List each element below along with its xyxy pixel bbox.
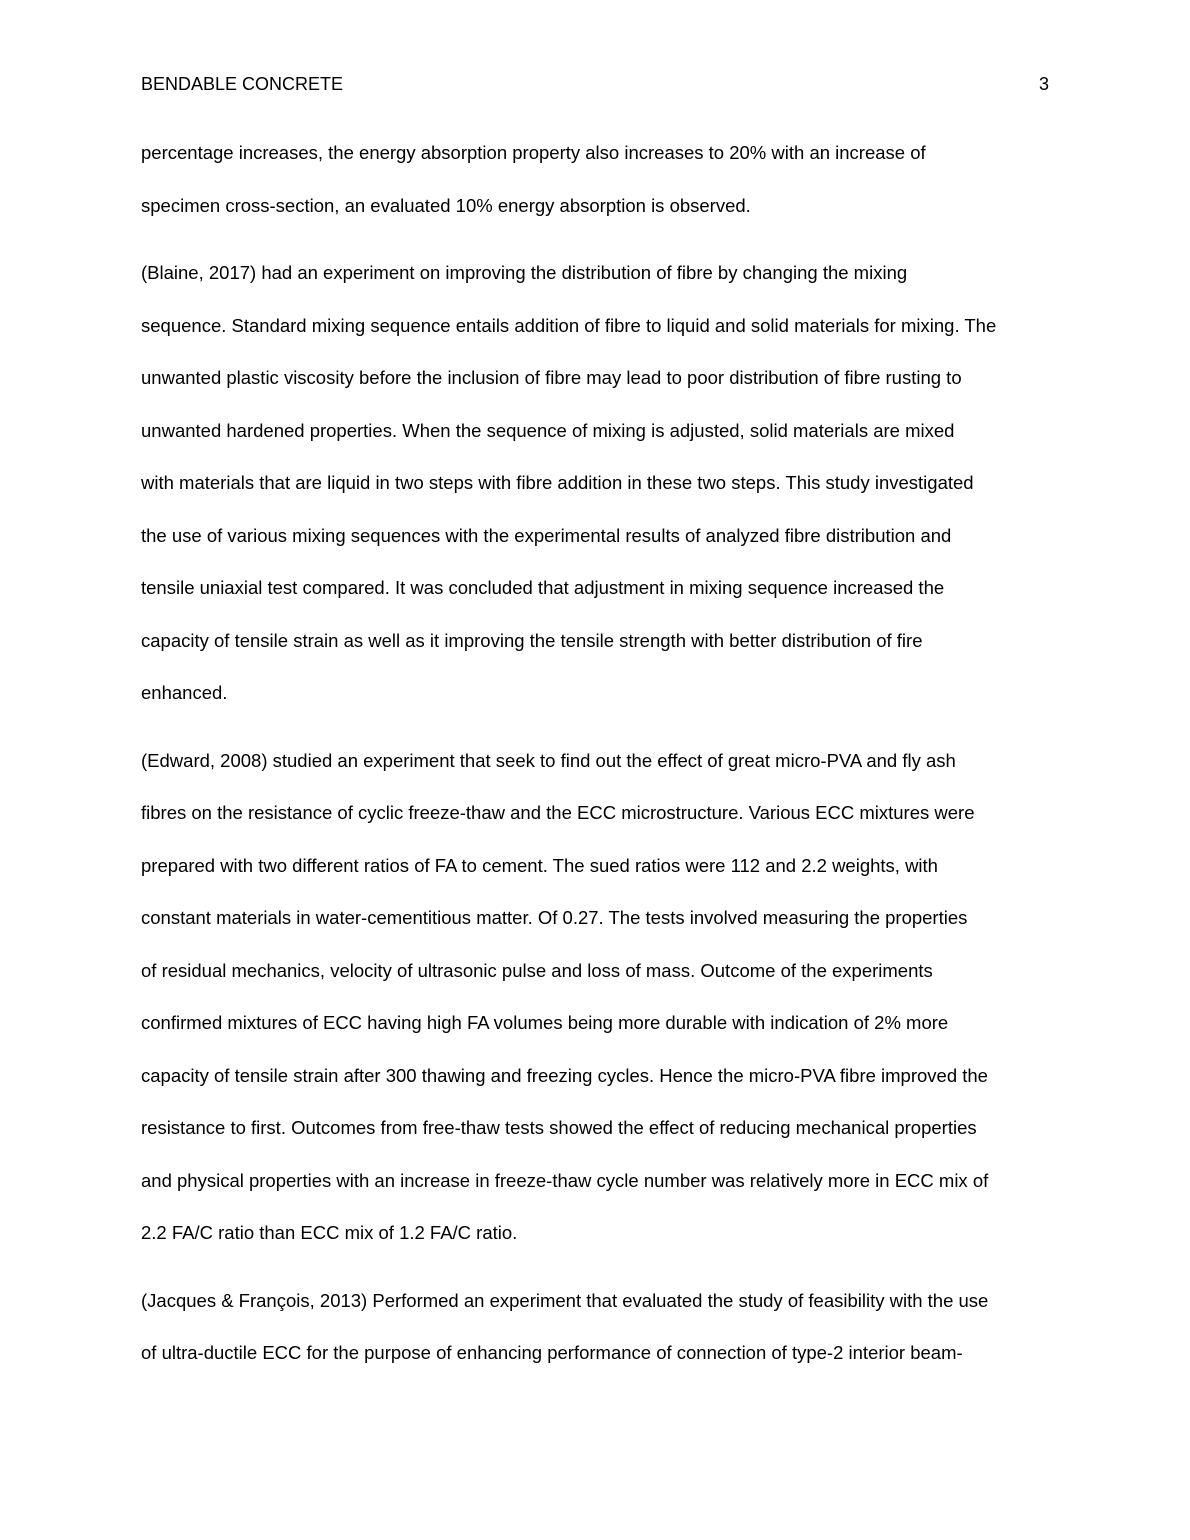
text-line: sequence. Standard mixing sequence entails addition of fibre to liquid and solid materials for mixing. The (141, 314, 997, 336)
text-line: of ultra-ductile ECC for the purpose of enhancing performance of connection of type-2 interior beam- (141, 1342, 963, 1363)
text-line: (Edward, 2008) studied an experiment that seek to find out the effect of great micro-PVA and fly ash (141, 749, 956, 771)
text-line: tensile uniaxial test compared. It was concluded that adjustment in mixing sequence increased the (141, 577, 945, 598)
text-line: unwanted hardened properties. When the sequence of mixing is adjusted, solid materials are mixed (141, 419, 955, 441)
text-line: of residual mechanics, velocity of ultrasonic pulse and loss of mass. Outcome of the experiments (141, 959, 933, 981)
paragraph-continuation (141, 127, 1051, 232)
paragraph-blaine-2017 (141, 247, 1051, 720)
text-line: unwanted plastic viscosity before the inclusion of fibre may lead to poor distribution of fibre rusting to (141, 367, 962, 388)
text-line: specimen cross-section, an evaluated 10% energy absorption is observed. (141, 194, 751, 216)
paragraph-jacques-francois-2013 (141, 1275, 1051, 1380)
text-line: the use of various mixing sequences with the experimental results of analyzed fibre distribution and (141, 524, 952, 546)
running-head-title: BENDABLE CONCRETE (141, 74, 344, 94)
text-line: percentage increases, the energy absorption property also increases to 20% with an increase of (141, 142, 926, 163)
text-line: fibres on the resistance of cyclic freeze-thaw and the ECC microstructure. Various ECC mixtures were (141, 802, 975, 823)
text-line: (Blaine, 2017) had an experiment on improving the distribution of fibre by changing the mixing (141, 262, 908, 283)
page-number: 3 (1038, 74, 1049, 94)
text-line: with materials that are liquid in two steps with fibre addition in these two steps. This study investigated (141, 472, 974, 493)
text-line: capacity of tensile strain after 300 thawing and freezing cycles. Hence the micro-PVA fibre improved the (141, 1064, 988, 1086)
text-line: enhanced. (141, 682, 228, 703)
text-line: and physical properties with an increase in freeze-thaw cycle number was relatively more in ECC mix of (141, 1169, 989, 1191)
text-line: 2.2 FA/C ratio than ECC mix of 1.2 FA/C ratio. (141, 1222, 518, 1243)
text-line: resistance to first. Outcomes from free-thaw tests showed the effect of reducing mechanical properties (141, 1117, 977, 1138)
page-header (141, 70, 1049, 98)
text-line: confirmed mixtures of ECC having high FA volumes being more durable with indication of 2% more (141, 1012, 949, 1033)
paragraph-edward-2008 (141, 735, 1051, 1260)
text-line: constant materials in water-cementitious matter. Of 0.27. The tests involved measuring the properties (141, 907, 968, 928)
body-text (141, 127, 1051, 1395)
text-line: capacity of tensile strain as well as it improving the tensile strength with better distribution of fire (141, 629, 923, 651)
text-line: (Jacques & François, 2013) Performed an experiment that evaluated the study of feasibility with the use (141, 1289, 989, 1311)
text-line: prepared with two different ratios of FA to cement. The sued ratios were 112 and 2.2 weights, with (141, 854, 938, 876)
